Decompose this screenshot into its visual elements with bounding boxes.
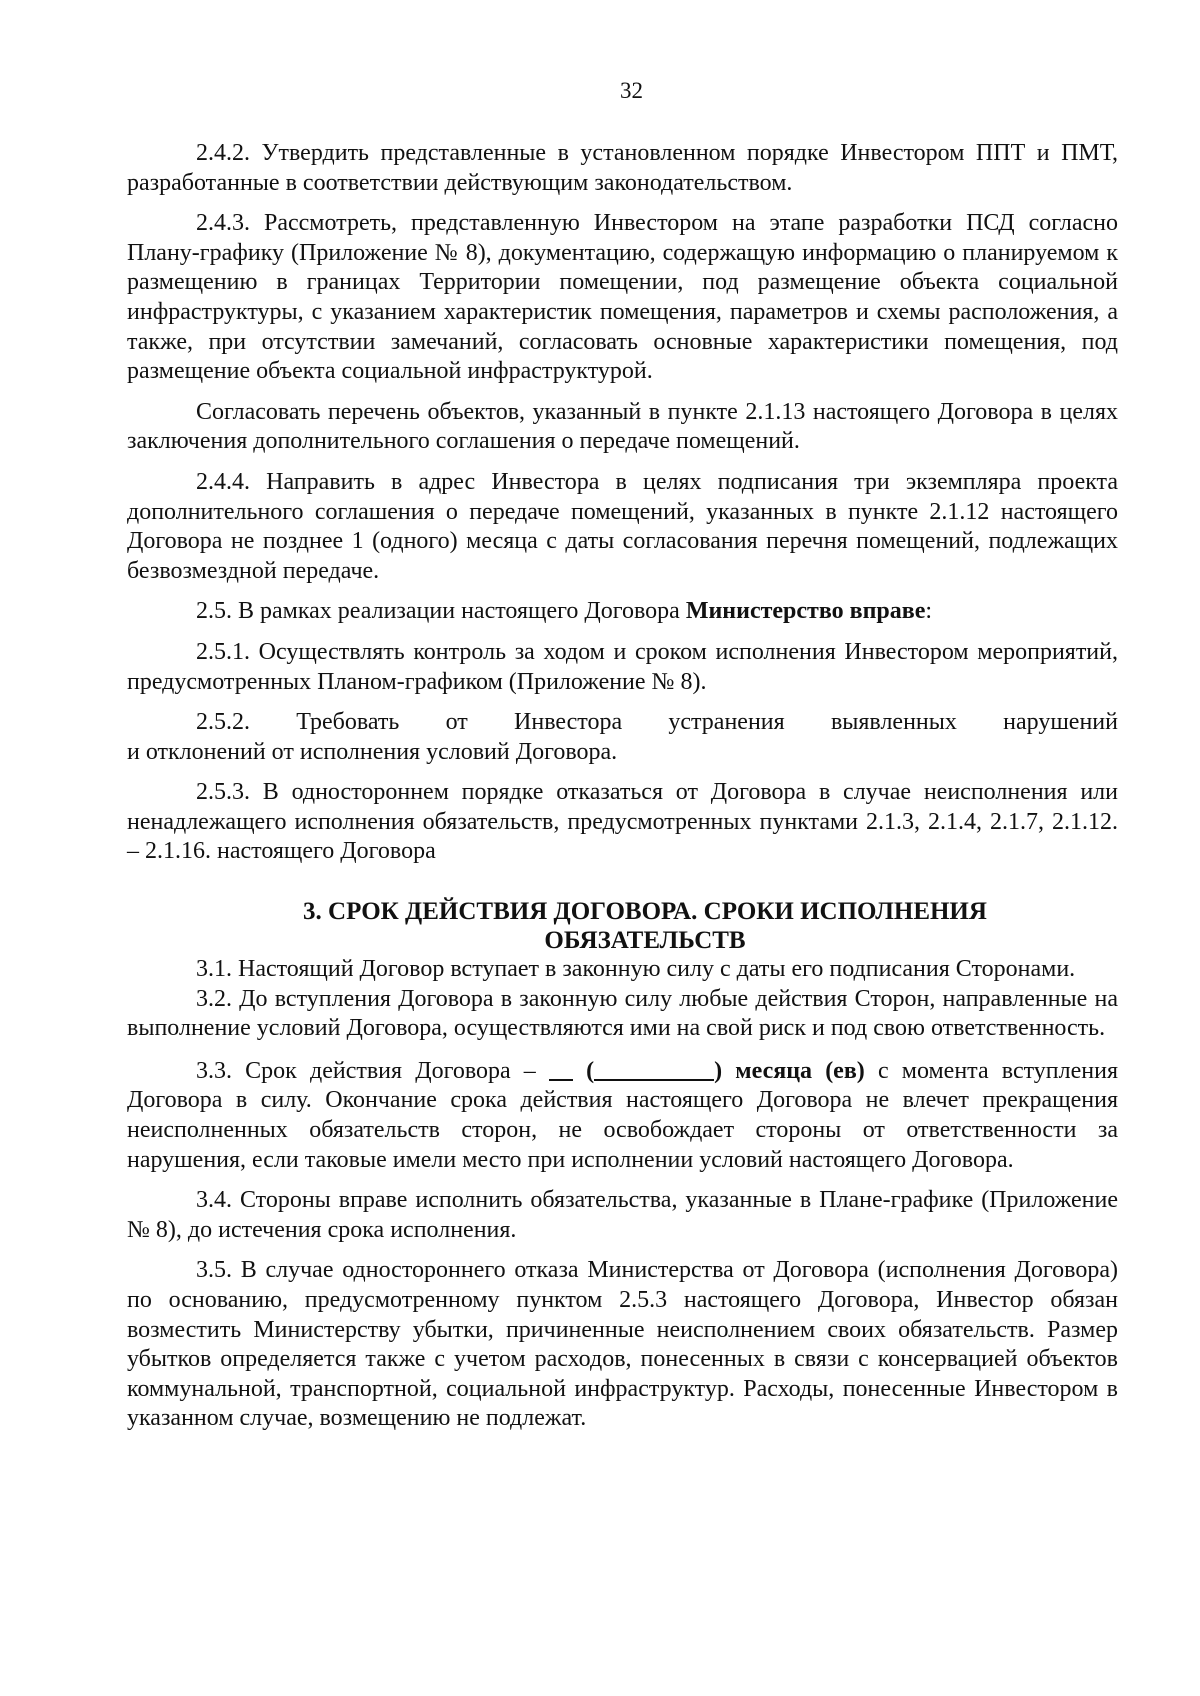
clause-3-1: 3.1. Настоящий Договор вступает в законную силу с даты его подписания Сторонами. [196,956,1076,983]
term-blank-words [594,1055,714,1081]
section-3-heading-line2: ОБЯЗАТЕЛЬСТВ [544,927,746,955]
clause-2-4-2: 2.4.2. Утвердить представленные в установленном порядке Инвестором ППТ и ПМТ, разработанные в соответствии действующим законодательством. [127,140,1118,196]
clause-2-5-2-line2: и отклонений от исполнения условий Договора. [127,738,618,765]
document-body [127,139,1118,1445]
clause-2-4-4: 2.4.4. Направить в адрес Инвестора в целях подписания три экземпляра проекта дополнительного соглашения о передаче помещений, указанных в пункте 2.1.12 настоящего Договора не позднее 1 (одного) месяца с даты согласования перечня помещений, подлежащих безвозмездной передаче. [127,468,1118,584]
clause-2-5 [127,597,1118,627]
clause-3-5: 3.5. В случае одностороннего отказа Министерства от Договора (исполнения Договора) по основанию, предусмотренному пунктом 2.5.3 настоящего Договора, Инвестор обязан возместить Министерству убытки, причиненные неисполнением своих обязательств. Размер убытков определяется также с учетом расходов, понесенных в связи с консервацией объектов коммунальной, транспортной, социальной инфраструктур. Расходы, понесенные Инвестором в указанном случае, возмещению не подлежат. [127,1257,1118,1432]
clause-3-3 [127,1055,1118,1175]
clause-2-5-1: 2.5.1. Осуществлять контроль за ходом и сроком исполнения Инвестором мероприятий, предусмотренных Планом-графиком (Приложение № 8). [127,638,1118,695]
clause-3-4: 3.4. Стороны вправе исполнить обязательства, указанные в Плане-графике (Приложение № 8), до истечения срока исполнения. [127,1187,1118,1243]
section-3-heading-line1: 3. СРОК ДЕЙСТВИЯ ДОГОВОРА. СРОКИ ИСПОЛНЕНИЯ [303,898,987,926]
clause-3-3-rest: с момента вступления Договора в силу. Окончание срока действия настоящего Договора не влечет прекращения неисполненных обязательств сторон, не освобождает стороны от ответственности за нарушения, если таковые имели место при исполнении условий настоящего Договора. [127,1057,1118,1173]
section-3-heading [127,897,1118,955]
clause-2-5-text: 2.5. В рамках реализации настоящего Договора [196,598,686,625]
clause-2-4-3: 2.4.3. Рассмотреть, представленную Инвестором на этапе разработки ПСД согласно Плану-графику (Приложение № 8), документацию, содержащую информацию о планируемом к размещению в границах Территории помещении, под размещение объекта социальной инфраструктуры, с указанием характеристик помещения, параметров и схемы расположения, а также, при отсутствии замечаний, согласовать основные характеристики помещения, под размещение объекта социальной инфраструктурой. [127,210,1118,385]
term-unit: ) месяца (ев) [714,1057,865,1084]
clause-3-2: 3.2. До вступления Договора в законную силу любые действия Сторон, направленные на выполнение условий Договора, осуществляются ими на свой риск и под свою ответственность. [127,985,1118,1042]
clause-3-3-text: 3.3. Срок действия Договора – [196,1057,549,1084]
clause-2-5-bold: Министерство вправе [685,598,926,625]
clause-agree-list: Согласовать перечень объектов, указанный в пункте 2.1.13 настоящего Договора в целях заключения дополнительного соглашения о передаче помещений. [127,398,1118,455]
clause-2-5-colon: : [925,598,933,625]
clause-2-5-2-line1: 2.5.2. Требовать от Инвестора устранения выявленных нарушений [196,709,1118,736]
page-number: 32 [620,78,643,103]
term-paren-open: ( [572,1057,595,1084]
term-blank-number [549,1055,573,1081]
clause-2-5-3: 2.5.3. В одностороннем порядке отказаться от Договора в случае неисполнения или ненадлежащего исполнения обязательств, предусмотренных пунктами 2.1.3, 2.1.4, 2.1.7, 2.1.12. – 2.1.16. настоящего Договора [127,779,1118,865]
